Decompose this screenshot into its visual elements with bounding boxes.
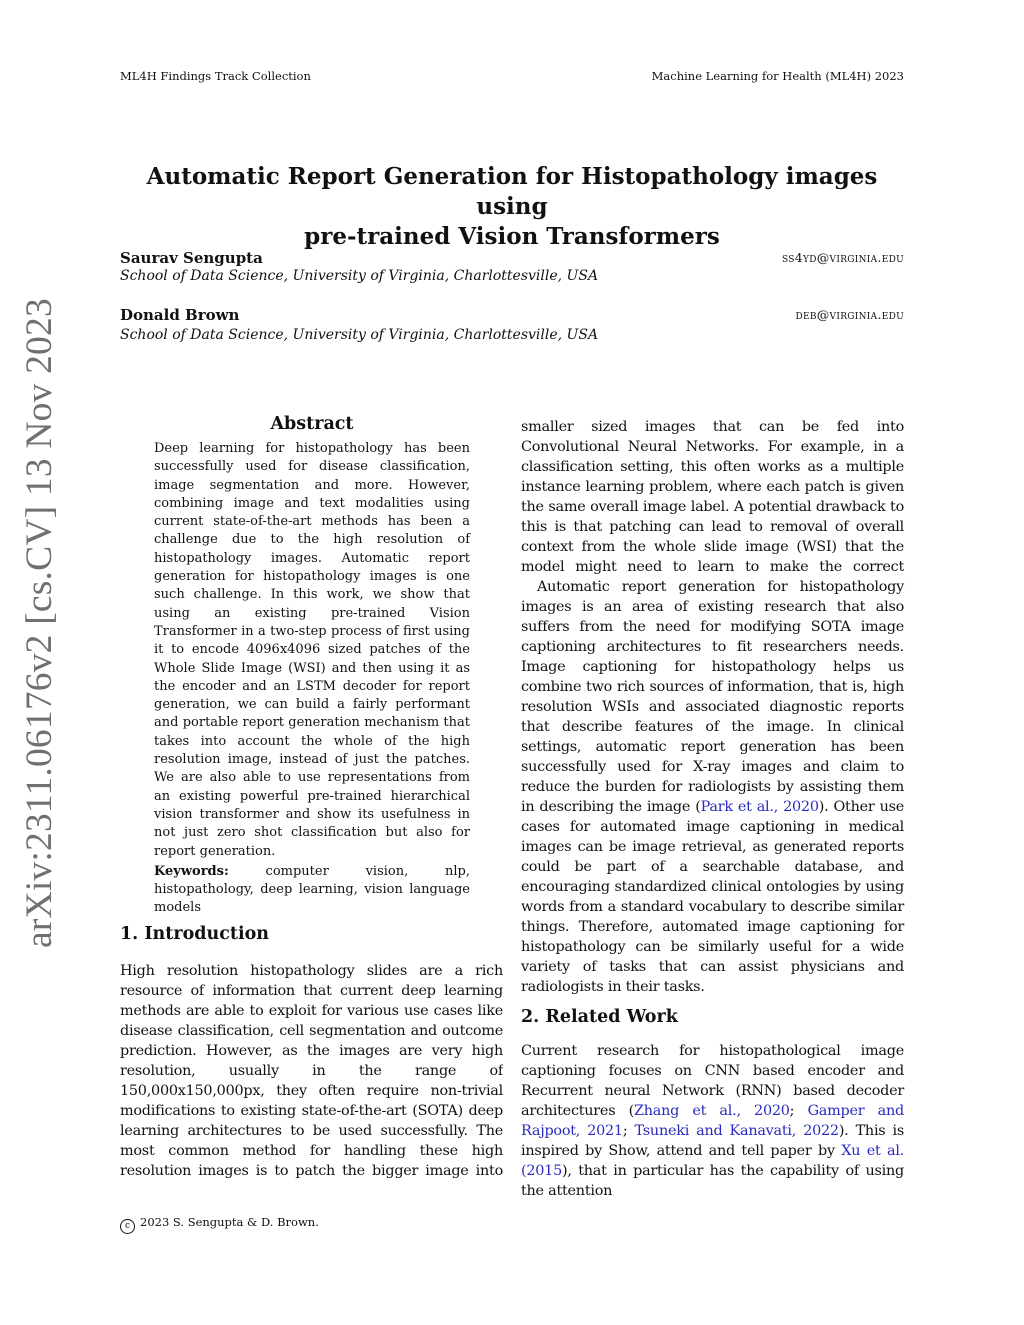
introduction-column-right-continuation — [521, 417, 904, 577]
abstract-text: Deep learning for histopathology has been successfully used for disease classification, image segmentation and more. However, combining image and text modalities using current state-of-the-art methods has been a challenge due to the high resolution of histopathology images. Automatic report generation for histopathology images is one such challenge. In this work, we show that using an existing pre-trained Vision Transformer in a two-step process of first using it to encode 4096x4096 sized patches of the Whole Slide Image (WSI) and then using it as the encoder and an LSTM decoder for report generation, we can build a fairly performant and portable report generation mechanism that takes into account the whole of the high resolution image, instead of just the patches. We are also able to use representations from an existing powerful pre-trained hierarchical vision transformer and show its usefulness in not just zero shot classification but also for report generation. — [154, 441, 470, 859]
related-work-text-b: ). This is inspired by Show, attend and tell paper by — [521, 1123, 904, 1159]
related-work-text: Current research for histopathological image captioning focuses on CNN based encoder and Recurrent neural Network (RNN) based decoder architectures (Zhang et al., 2020; Gamper and Rajpoot, 2021; Tsuneki and Kanavati, 2022). This is inspired by Show, attend and tell paper by Xu et al. (2015), that in particular has the capability of using the attention — [521, 1043, 904, 1199]
citation-xu-2015[interactable]: Xu et al. (2015 — [521, 1143, 904, 1179]
introduction-paragraph-2-text-a: Automatic report generation for histopathology images is an area of existing research that also suffers from the need for modifying SOTA image captioning architectures to fit researchers needs. Image captioning for histopathology helps us combine two rich sources of information, that is, high resolution WSIs and associated diagnostic reports that describe features of the image. In clinical settings, automatic report generation has been successfully used for X-ray images and claim to reduce the burden for radiologists by assisting them in describing the image ( — [521, 579, 904, 815]
title-line-2: pre-trained Vision Transformers — [304, 223, 720, 250]
abstract-section — [154, 414, 470, 918]
citation-gamper-2021[interactable]: Gamper and Rajpoot, 2021 — [521, 1103, 904, 1139]
author-email-1[interactable]: ss4yd@virginia.edu — [781, 250, 904, 265]
running-header-right: Machine Learning for Health (ML4H) 2023 — [651, 69, 904, 83]
related-work-text-c: ), that in particular has the capability of using the attention — [521, 1163, 904, 1199]
abstract-heading: Abstract — [270, 414, 354, 434]
citation-tsuneki-2022[interactable]: Tsuneki and Kanavati, 2022 — [634, 1123, 839, 1139]
introduction-paragraph-2-text-b: ). Other use cases for automated image captioning in medical images can be image retrieval, as generated reports could be part of a searchable database, and encouraging standardized clinical ontologies by using words from a standard vocabulary to describe similar things. Therefore, automated image captioning for histopathology can be similarly useful for a wide variety of tasks that can assist physicians and radiologists in their tasks. — [521, 799, 904, 995]
introduction-paragraph-1-part-b: smaller sized images that can be fed into Convolutional Neural Networks. For example, in a classification setting, this often works as a multiple instance learning problem, where each patch is given the same overall image label. A potential drawback to this is that patching can lead to removal of overall context from the whole slide image (WSI) that the model might need to learn to make the correct — [521, 419, 904, 575]
keywords-label: Keywords: — [154, 863, 229, 879]
author-affiliation-1: School of Data Science, University of Virginia, Charlottesville, USA — [120, 268, 599, 284]
author-affiliation-2: School of Data Science, University of Virginia, Charlottesville, USA — [120, 327, 599, 343]
citation-zhang-2020[interactable]: Zhang et al., 2020 — [633, 1103, 790, 1119]
citation-park-2020[interactable]: Park et al., 2020 — [700, 799, 819, 815]
running-header-left: ML4H Findings Track Collection — [120, 69, 311, 83]
author-name-1: Saurav Sengupta — [120, 249, 263, 267]
copyright-text: 2023 S. Sengupta & D. Brown. — [140, 1215, 319, 1229]
paper-title — [120, 162, 904, 252]
introduction-paragraph-2 — [521, 577, 904, 997]
introduction-heading: 1. Introduction — [120, 924, 269, 944]
arxiv-identifier-stamp[interactable]: arXiv:2311.06176v2 [cs.CV] 13 Nov 2023 — [19, 298, 60, 948]
author-email-2[interactable]: deb@virginia.edu — [795, 307, 904, 322]
related-work-heading: 2. Related Work — [521, 1007, 678, 1027]
related-work-text-a: Current research for histopathological image captioning focuses on CNN based encoder and Recurrent neural Network (RNN) based decoder architectures ( — [521, 1043, 904, 1119]
title-line-1: Automatic Report Generation for Histopathology images using — [146, 163, 878, 220]
copyright-icon: c — [120, 1219, 135, 1234]
copyright-footer — [120, 1215, 319, 1234]
author-name-2: Donald Brown — [120, 306, 240, 324]
introduction-column-left — [120, 961, 503, 1183]
keywords — [154, 863, 470, 918]
keywords-list: computer vision, nlp, histopathology, deep learning, vision language models — [154, 863, 470, 916]
introduction-paragraph-1-part-a: High resolution histopathology slides are a rich resource of information that current deep learning methods are able to exploit for various use cases like disease classification, cell segmentation and outcome prediction. However, as the images are very high resolution, usually in the range of 150,000x150,000px, they often require non-trivial modifications to existing state-of-the-art (SOTA) deep learning architectures to be used successfully. The most common method for handling these high resolution images is to patch the bigger image into — [120, 963, 503, 1179]
